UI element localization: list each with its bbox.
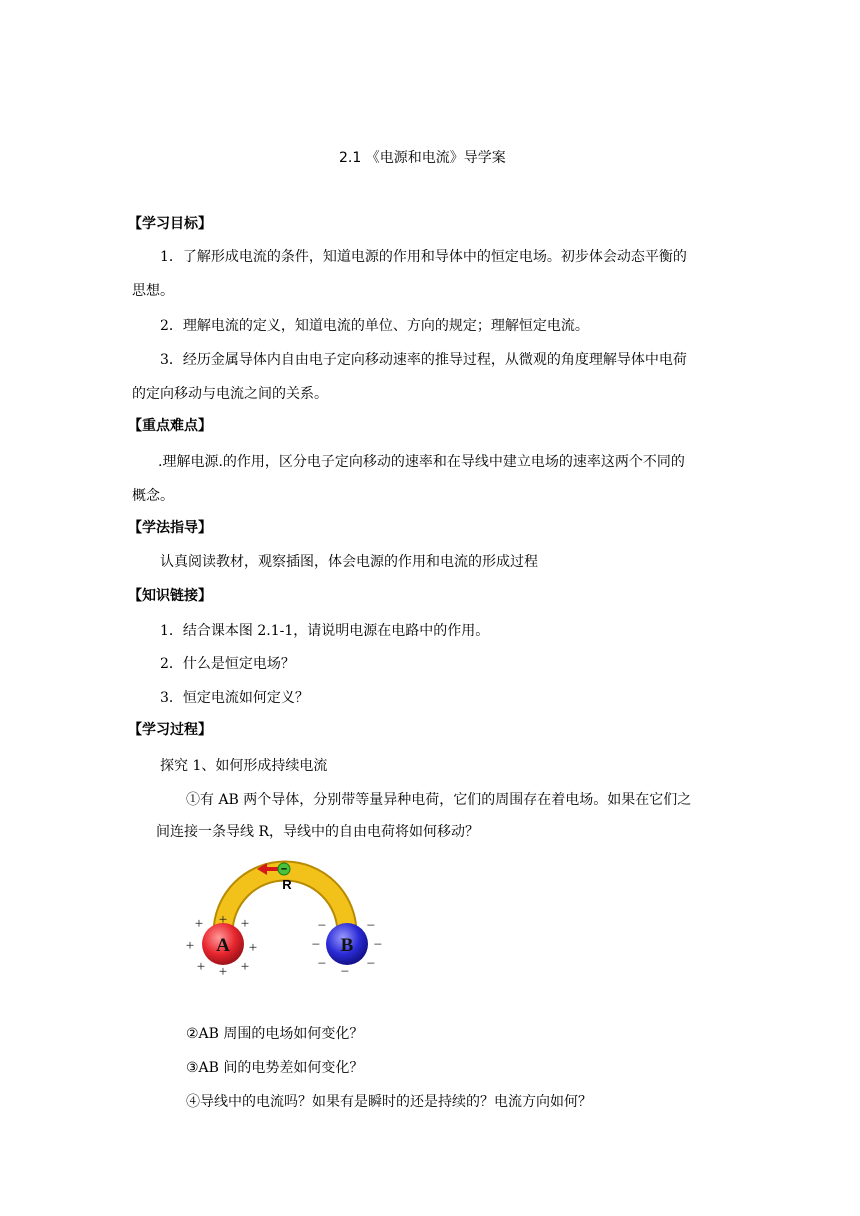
process-question-1: ①有 AB 两个导体，分别带等量异种电荷，它们的周围存在着电场。如果在它们之	[186, 792, 692, 808]
ball-b-label: B	[340, 935, 354, 956]
goal-item-3: 3．经历金属导体内自由电子定向移动速率的推导过程，从微观的角度理解导体中电荷	[160, 352, 687, 368]
plus-sign: +	[240, 959, 250, 975]
process-question-2: ②AB 周围的电场如何变化？	[186, 1026, 364, 1042]
goal-item-3-cont: 的定向移动与电流之间的关系。	[132, 386, 328, 402]
process-question-4: ④导线中的电流吗？如果有是瞬时的还是持续的？电流方向如何？	[186, 1094, 592, 1110]
document-title: 2.1 《电源和电流》导学案	[339, 150, 506, 166]
plus-sign: +	[248, 940, 258, 956]
minus-sign: −	[366, 918, 376, 934]
ball-a-label: A	[216, 935, 230, 956]
link-question-1: 1．结合课本图 2.1-1，请说明电源在电路中的作用。	[160, 623, 490, 639]
explore-title: 探究 1、如何形成持续电流	[160, 758, 328, 774]
process-question-3: ③AB 间的电势差如何变化？	[186, 1060, 364, 1076]
plus-sign: +	[218, 912, 228, 928]
method-text: 认真阅读教材，观察插图，体会电源的作用和电流的形成过程	[160, 554, 538, 570]
section-heading-key: 【重点难点】	[128, 418, 212, 434]
goal-item-1-cont: 思想。	[132, 283, 174, 299]
section-heading-method: 【学法指导】	[128, 520, 212, 536]
plus-sign: +	[218, 964, 228, 980]
section-heading-links: 【知识链接】	[128, 588, 212, 604]
section-heading-goals: 【学习目标】	[128, 216, 212, 232]
plus-sign: +	[196, 959, 206, 975]
process-question-1-cont: 间连接一条导线 R，导线中的自由电荷将如何移动？	[156, 824, 479, 840]
goal-item-1: 1．了解形成电流的条件，知道电源的作用和导体中的恒定电场。初步体会动态平衡的	[160, 249, 687, 265]
charged-conductors-figure	[185, 855, 385, 980]
key-text: .理解电源.的作用，区分电子定向移动的速率和在导线中建立电场的速率这两个不同的	[158, 454, 685, 470]
minus-sign: −	[311, 937, 321, 953]
key-text-cont: 概念。	[132, 488, 174, 504]
electron-sign: −	[280, 863, 288, 876]
minus-sign: −	[366, 956, 376, 972]
minus-sign: −	[317, 918, 327, 934]
plus-sign: +	[194, 916, 204, 932]
goal-item-2: 2．理解电流的定义，知道电流的单位、方向的规定；理解恒定电流。	[160, 318, 589, 334]
minus-sign: −	[340, 964, 350, 980]
plus-sign: +	[185, 938, 195, 954]
plus-sign: +	[240, 916, 250, 932]
link-question-2: 2．什么是恒定电场？	[160, 656, 295, 672]
section-heading-process: 【学习过程】	[128, 722, 212, 738]
minus-sign: −	[317, 956, 327, 972]
minus-sign: −	[373, 937, 383, 953]
wire-label-r: R	[282, 877, 292, 892]
link-question-3: 3．恒定电流如何定义？	[160, 690, 309, 706]
